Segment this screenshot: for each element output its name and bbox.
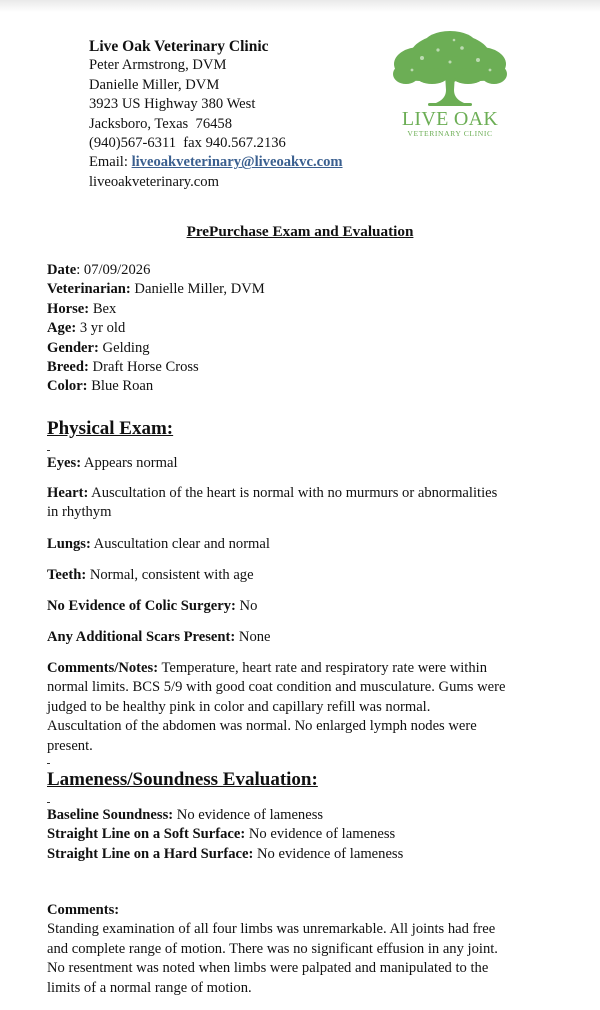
section-marker: [47, 802, 50, 803]
email-row: [89, 153, 343, 172]
info-horse: [47, 300, 265, 319]
info-breed: [47, 358, 265, 377]
gender-label: Gender:: [47, 339, 99, 356]
page-top-shadow: [0, 0, 600, 12]
physical-comments-row: [47, 659, 507, 756]
soft-surface-label: Straight Line on a Soft Surface:: [47, 826, 246, 843]
address-line-2: Jacksboro, Texas 76458: [89, 115, 233, 132]
breed-value: Draft Horse Cross: [92, 359, 199, 376]
horse-info-block: [47, 261, 265, 397]
gender-value: Gelding: [102, 339, 150, 356]
baseline-row: [47, 806, 507, 825]
email-label: Email:: [89, 154, 128, 171]
oak-tree-icon: [392, 30, 508, 108]
physical-comments-value: Temperature, heart rate and respiratory rate were within normal limits. BCS 5/9 with good coat condition and musculature. Gums were judged to be healthy pink in color and capillary refill was normal. Auscultation of the abdomen was normal. No enlarged lymph nodes were present.: [47, 660, 506, 754]
email-link[interactable]: liveoakveterinary@liveoakvc.com: [131, 154, 343, 171]
physical-exam-heading: Physical Exam:: [47, 418, 174, 439]
scars-row: [47, 628, 507, 647]
lungs-label: Lungs:: [47, 536, 91, 552]
eyes-row: [47, 454, 507, 473]
vet-name-1: Peter Armstrong, DVM: [89, 57, 227, 74]
hard-surface-row: [47, 845, 507, 864]
address-line-1: 3923 US Highway 380 West: [89, 96, 256, 113]
clinic-name: Live Oak Veterinary Clinic: [89, 38, 269, 55]
lameness-heading: Lameness/Soundness Evaluation:: [47, 769, 318, 790]
info-color: [47, 377, 265, 396]
horse-value: Bex: [92, 300, 117, 317]
colic-label: No Evidence of Colic Surgery:: [47, 598, 236, 614]
hard-surface-label: Straight Line on a Hard Surface:: [47, 845, 254, 862]
color-value: Blue Roan: [91, 378, 154, 395]
teeth-row: [47, 566, 507, 585]
colic-value: No: [239, 598, 258, 614]
date-label: Date: [47, 262, 77, 278]
eyes-label: Eyes:: [47, 455, 82, 471]
teeth-value: Normal, consistent with age: [89, 567, 254, 583]
heart-label: Heart:: [47, 485, 89, 501]
soft-surface-row: [47, 825, 507, 844]
color-label: Color:: [47, 378, 88, 395]
comments-label: Comments:: [47, 902, 120, 918]
teeth-label: Teeth:: [47, 567, 87, 583]
info-veterinarian: [47, 280, 265, 299]
baseline-label: Baseline Soundness:: [47, 807, 174, 823]
colic-row: [47, 597, 507, 616]
hard-surface-value: No evidence of lameness: [257, 845, 404, 862]
info-date: Date: 07/09/2026: [47, 262, 151, 278]
lungs-value: Auscultation clear and normal: [93, 536, 270, 552]
logo-name: LIVE OAK: [401, 108, 499, 130]
vet-value: Danielle Miller, DVM: [134, 281, 265, 298]
comments-block: [47, 901, 507, 998]
logo-tagline: VETERINARY CLINIC: [407, 129, 493, 138]
age-label: Age:: [47, 320, 77, 337]
phone-fax: (940)567-6311 fax 940.567.2136: [89, 135, 286, 152]
heart-value: Auscultation of the heart is normal with no murmurs or abnormalities in rhythym: [47, 485, 498, 521]
heart-row: [47, 484, 507, 523]
date-value: 07/09/2026: [83, 262, 151, 278]
comments-text: Standing examination of all four limbs was unremarkable. All joints had free and complete range of motion. There was no significant effusion in any joint. No resentment was noted when limbs were palpated and manipulated to the limits of a normal range of motion.: [47, 921, 498, 996]
scars-value: None: [238, 629, 271, 645]
age-value: 3 yr old: [79, 320, 126, 337]
physical-comments-label: Comments/Notes:: [47, 660, 159, 676]
baseline-value: No evidence of lameness: [176, 807, 324, 823]
vet-label: Veterinarian:: [47, 281, 131, 298]
section-marker: [47, 763, 50, 764]
section-marker: [47, 450, 50, 451]
lungs-row: [47, 535, 507, 554]
lameness-block: [47, 806, 507, 864]
breed-label: Breed:: [47, 359, 89, 376]
clinic-header: [89, 37, 343, 192]
website[interactable]: liveoakveterinary.com: [89, 173, 219, 190]
info-gender: [47, 339, 265, 358]
info-age: [47, 319, 265, 338]
soft-surface-value: No evidence of lameness: [248, 826, 396, 843]
eyes-value: Appears normal: [83, 455, 178, 471]
horse-label: Horse:: [47, 300, 90, 317]
document-title: PrePurchase Exam and Evaluation: [186, 223, 414, 240]
scars-label: Any Additional Scars Present:: [47, 629, 236, 645]
clinic-logo: [390, 30, 510, 138]
vet-name-2: Danielle Miller, DVM: [89, 76, 220, 93]
